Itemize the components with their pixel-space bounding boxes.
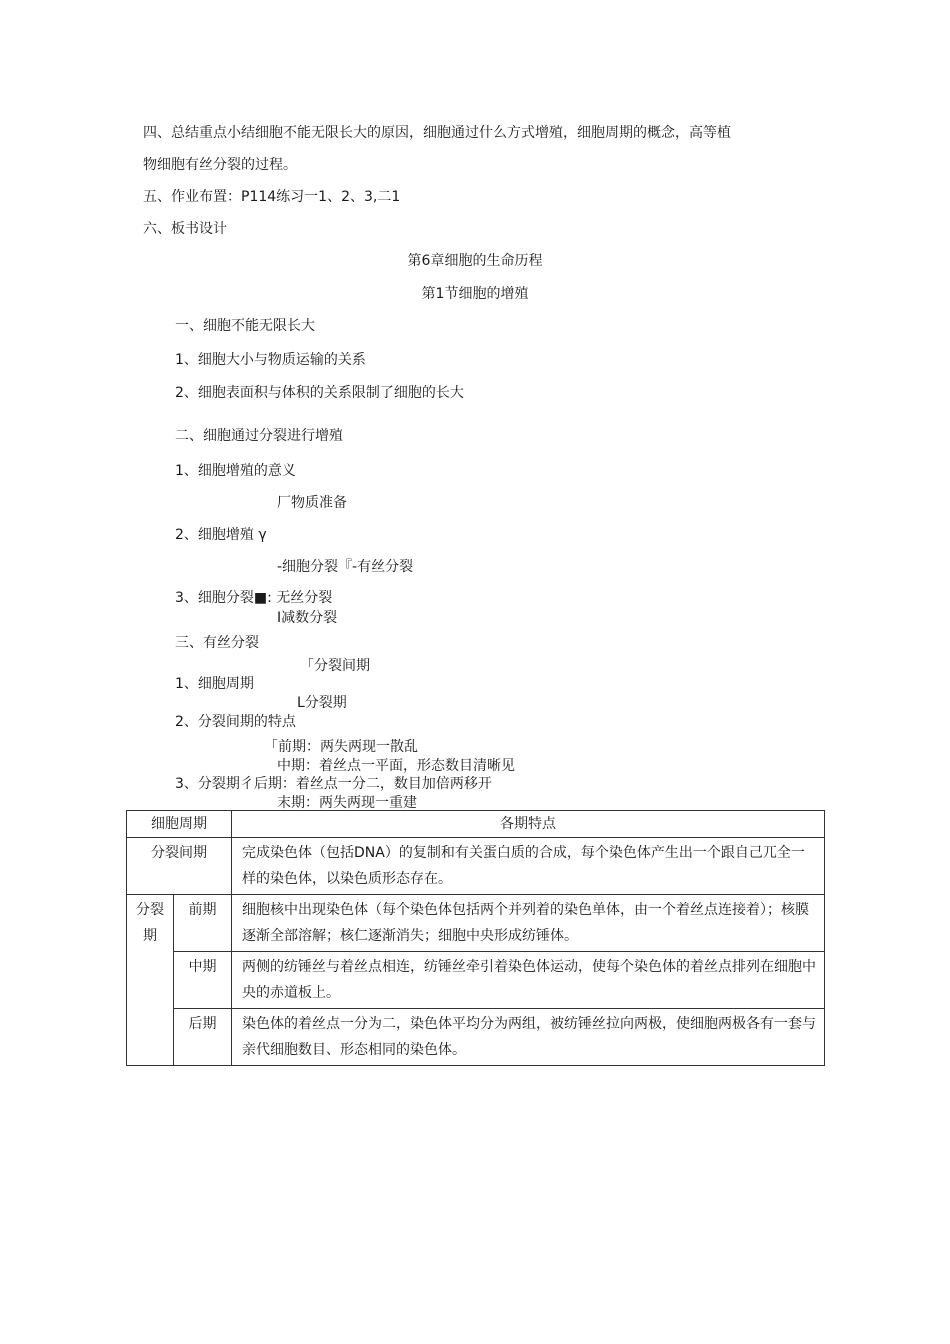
metaphase-text: 两侧的纺锤丝与着丝点相连，纺锤丝牵引着染色体运动，使每个染色体的着丝点排列在细胞中央的赤道板上。 [232, 952, 825, 1009]
board-heading: 六、板书设计 [143, 221, 227, 237]
outline-interphase: 「分裂间期 [300, 658, 370, 674]
outline-h2-3: 3、细胞分裂■: 无丝分裂 [175, 590, 333, 606]
outline-h3: 三、有丝分裂 [175, 635, 259, 651]
metaphase-label: 中期 [174, 952, 232, 1009]
outline-h2-1: 1、细胞增殖的意义 [175, 463, 296, 479]
header-cell-cycle: 细胞周期 [127, 811, 232, 838]
anaphase-label: 后期 [174, 1009, 232, 1066]
summary-line-2: 物细胞有丝分裂的过程。 [143, 157, 297, 173]
outline-telophase: 末期：两失两现一重建 [277, 795, 417, 811]
cell-cycle-table [126, 810, 825, 1066]
outline-metaphase: 中期：着丝点一平面，形态数目清晰见 [277, 758, 515, 774]
outline-prep: 厂物质准备 [277, 495, 347, 511]
outline-mphase: L分裂期 [297, 695, 347, 711]
outline-anaphase: 3、分裂期彳后期：着丝点一分二，数目加倍两移开 [175, 776, 492, 792]
mphase-label: 分裂期 [127, 895, 174, 1066]
outline-h3-2: 2、分裂间期的特点 [175, 714, 296, 730]
interphase-text: 完成染色体（包括DNA）的复制和有关蛋白质的合成，每个染色体产生出一个跟自己兀全一样的染色体，以染色质形态存在。 [232, 838, 825, 895]
header-features: 各期特点 [232, 811, 825, 838]
table-header-row [127, 811, 825, 838]
outline-prophase: 「前期：两失两现一散乱 [264, 739, 418, 755]
outline-division: -细胞分裂『-有丝分裂 [277, 559, 414, 575]
prophase-label: 前期 [174, 895, 232, 952]
section-title: 第1节细胞的增殖 [421, 286, 529, 302]
homework: 五、作业布置：P114练习一1、2、3,二1 [143, 189, 401, 205]
table-row [127, 952, 825, 1009]
anaphase-text: 染色体的着丝点一分为二，染色体平均分为两组，被纺锤丝拉向两极，使细胞两极各有一套与亲代细胞数目、形态相同的染色体。 [232, 1009, 825, 1066]
outline-meiosis: I减数分裂 [277, 610, 338, 626]
table-row [127, 895, 825, 952]
summary-line-1: 四、总结重点小结细胞不能无限长大的原因，细胞通过什么方式增殖，细胞周期的概念，高等植 [143, 125, 731, 141]
outline-h2: 二、细胞通过分裂进行增殖 [175, 428, 343, 444]
table-row [127, 838, 825, 895]
chapter-title: 第6章细胞的生命历程 [407, 253, 543, 269]
outline-h1: 一、细胞不能无限长大 [175, 318, 315, 334]
outline-h3-1: 1、细胞周期 [175, 676, 254, 692]
table-row [127, 1009, 825, 1066]
outline-h2-2: 2、细胞增殖 γ [175, 527, 267, 543]
outline-h1-1: 1、细胞大小与物质运输的关系 [175, 352, 366, 368]
interphase-label: 分裂间期 [127, 838, 232, 895]
prophase-text: 细胞核中出现染色体（每个染色体包括两个并列着的染色单体，由一个着丝点连接着）；核膜逐渐全部溶解；核仁逐渐消失；细胞中央形成纺锤体。 [232, 895, 825, 952]
outline-h1-2: 2、细胞表面积与体积的关系限制了细胞的长大 [175, 385, 464, 401]
